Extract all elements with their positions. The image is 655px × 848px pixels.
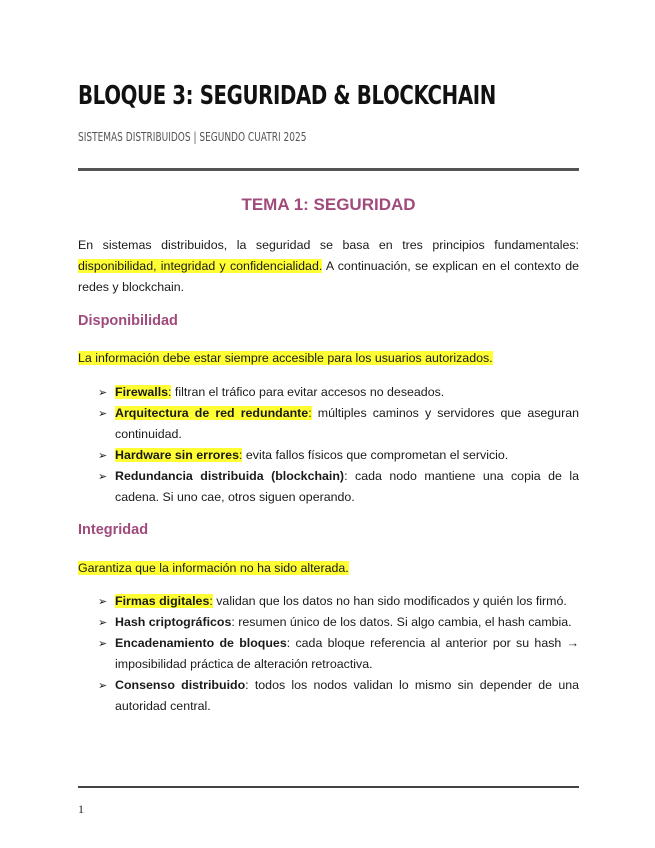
item-separator: :: [238, 448, 243, 462]
list-item: [98, 612, 579, 633]
heading-integridad: Integridad: [78, 522, 149, 538]
item-separator: :: [245, 678, 249, 692]
item-text: resumen único de los datos. Si algo cambia, el hash cambia.: [234, 615, 572, 629]
item-text: evita fallos físicos que comprometan el servicio.: [242, 448, 509, 462]
item-term: Hash criptográficos: [115, 615, 232, 629]
lead-integridad: [78, 558, 579, 579]
arrow-bullet-icon: ➢: [98, 595, 108, 608]
arrow-bullet-icon: ➢: [98, 616, 108, 629]
heading-disponibilidad: Disponibilidad: [78, 313, 178, 329]
item-text: cada bloque referencia al anterior por su hash → imposibilidad práctica de alteración retroactiva.: [115, 636, 579, 671]
list-item: [98, 382, 579, 403]
list-disponibilidad: [98, 382, 579, 508]
arrow-bullet-icon: ➢: [98, 470, 108, 483]
item-separator: :: [308, 406, 312, 420]
item-term: Firmas digitales: [115, 594, 210, 608]
item-term: Redundancia distribuida (blockchain): [115, 469, 345, 483]
item-term: Hardware sin errores: [115, 448, 239, 462]
document-title: BLOQUE 3: SEGURIDAD & BLOCKCHAIN: [78, 81, 496, 111]
document-subtitle: SISTEMAS DISTRIBUIDOS | SEGUNDO CUATRI 2025: [78, 129, 307, 144]
intro-paragraph: [78, 235, 579, 298]
list-integridad: [98, 591, 579, 717]
item-text: validan que los datos no han sido modificados y quién los firmó.: [212, 594, 567, 608]
item-term: Encadenamiento de bloques: [115, 636, 287, 650]
item-separator: :: [209, 594, 213, 608]
intro-text-start: En sistemas distribuidos, la seguridad se basa en tres principios fundamentales:: [78, 238, 579, 252]
arrow-bullet-icon: ➢: [98, 386, 108, 399]
arrow-bullet-icon: ➢: [98, 637, 108, 650]
arrow-bullet-icon: ➢: [98, 449, 108, 462]
lead-integridad-highlight: Garantiza que la información no ha sido alterada.: [78, 561, 349, 575]
list-item: [98, 466, 579, 508]
list-item: [98, 591, 579, 612]
arrow-bullet-icon: ➢: [98, 679, 108, 692]
item-text: todos los nodos validan lo mismo sin depender de una autoridad central.: [115, 678, 579, 713]
section-title: TEMA 1: SEGURIDAD: [241, 195, 416, 214]
page-number: 1: [78, 802, 84, 816]
arrow-bullet-icon: ➢: [98, 407, 108, 420]
item-text: múltiples caminos y servidores que aseguran continuidad.: [115, 406, 579, 441]
header-divider: [78, 168, 579, 171]
item-term: Arquitectura de red redundante: [115, 406, 309, 420]
intro-highlight: disponibilidad, integridad y confidencialidad.: [78, 259, 323, 273]
item-term: Consenso distribuido: [115, 678, 246, 692]
item-term: Firewalls: [115, 385, 169, 399]
lead-disponibilidad: [78, 348, 579, 369]
list-item: [98, 675, 579, 717]
item-text: cada nodo mantiene una copia de la cadena. Si uno cae, otros siguen operando.: [115, 469, 579, 504]
list-item: [98, 403, 579, 445]
item-separator: :: [344, 469, 348, 483]
item-separator: :: [286, 636, 291, 650]
lead-disponibilidad-highlight: La información debe estar siempre accesible para los usuarios autorizados.: [78, 351, 493, 365]
item-separator: :: [168, 385, 172, 399]
list-item: [98, 445, 579, 466]
footer-divider: [78, 786, 579, 788]
item-separator: :: [231, 615, 235, 629]
list-item: [98, 633, 579, 675]
intro-text-end: A continuación, se explican en el contexto de redes y blockchain.: [78, 259, 579, 294]
item-text: filtran el tráfico para evitar accesos no deseados.: [171, 385, 445, 399]
